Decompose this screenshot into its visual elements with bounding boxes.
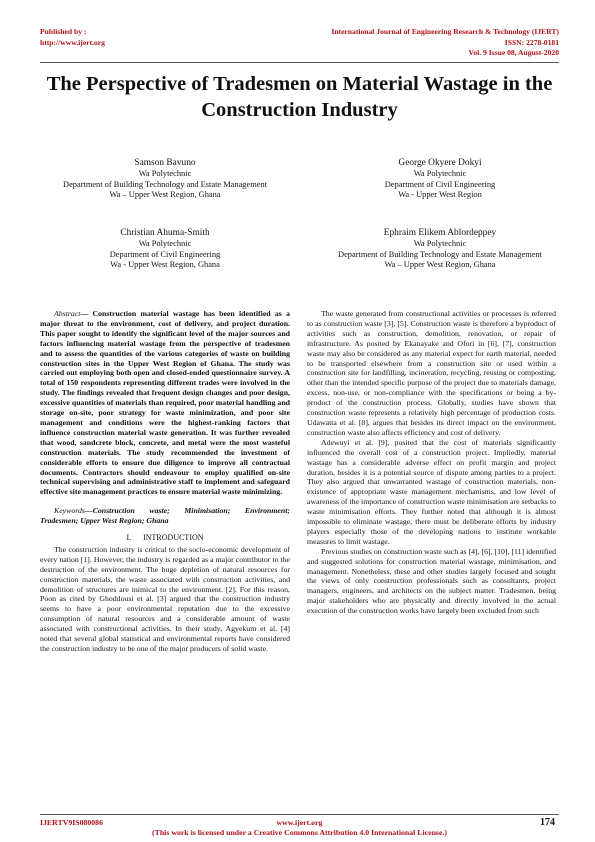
journal-name: International Journal of Engineering Research & Technology (IJERT) (331, 27, 559, 36)
author-institution: Wa Polytechnic (138, 239, 192, 248)
paper-title: The Perspective of Tradesmen on Material Wastage in the Construction Industry (46, 73, 553, 121)
body-paragraph: The construction industry is critical to the socio-economic development of every nation [1]. However, the industry is regarded as a major contributor to the destruction of the environment. The huge depletion of natural resources for construction materials, the waste associated with construction activities, and demolition of structures are inimical to the environment. [2]. For this reason, Poon as cited by Ghoddousi et al. [3] argued that the construction industry seems to have a poor environmental reputation due to the excessive consumption of natural resources and a considerable amount of waste associated with constructional activities. In their study, Agyekum et al. [4] noted that several global statistical and environmental reports have considered the construction industry to be one of the major producers of solid waste. (40, 544, 290, 653)
section-heading-introduction: I. INTRODUCTION (126, 533, 204, 543)
author-block-4 (320, 227, 560, 271)
author-department: Department of Civil Engineering (109, 249, 221, 259)
footer-url-link[interactable]: www.ijert.org (276, 818, 323, 827)
author-institution: Wa Polytechnic (138, 169, 192, 178)
published-by-label: Published by : (40, 27, 87, 36)
author-name: Samson Bavuno (134, 158, 196, 168)
author-name: Christian Ahuma-Smith (120, 228, 210, 238)
author-region: Wa – Upper West Region, Ghana (109, 190, 221, 200)
header-left (40, 27, 105, 48)
license-text: (This work is licensed under a Creative Commons Attribution 4.0 International License.) (152, 828, 447, 837)
header-divider (40, 62, 559, 63)
abstract-text: — Construction material wastage has been identified as a major threat to the environment, cost of delivery, and project duration. This paper sought to identify the significant level of the major sources and factors influencing material wastage from the perspective of tradesmen and to assess the quantities of the various categories of waste on building construction sites in the Upper West Region of Ghana. The study was carried out employing both open and closed-ended questionnaire survey. A total of 150 respondents representing different trades were involved in the study. The findings revealed that frequent design changes and poor design, excessive quantities of materials than required, poor material handling and storage on-site, poor strategy for waste minimization, and poor site management and conditions were the highest-ranking factors that influence construction material waste generation. It was further revealed that wood, sandcrete block, concrete, and metal were the most wasteful construction materials. The study recommended the investment of considerable efforts to ensure due diligence to improve all contractual documents. Contractors should endeavour to employ qualified on-site technical supervising and administrative staff to implement and safeguard effective site management practices to ensure material waste minimizing. (40, 309, 290, 497)
author-institution: Wa Polytechnic (413, 169, 467, 178)
footer-center (40, 818, 559, 838)
right-column (307, 309, 556, 616)
journal-url-link[interactable]: http://www.ijert.org (40, 37, 105, 47)
author-name: Ephraim Elikem Ablordeppey (383, 228, 497, 238)
author-region: Wa – Upper West Region, Ghana (384, 260, 496, 270)
header-right (331, 27, 559, 59)
author-institution: Wa Polytechnic (413, 239, 467, 248)
author-department: Department of Building Technology and Estate Management (63, 179, 267, 189)
abstract (40, 309, 290, 497)
keywords (40, 506, 290, 526)
body-paragraph: Previous studies on construction waste such as [4], [6], [10], [11] identified and suggested solutions for construction material wastage, minimisation, and management. Nonetheless, these and other studies largely focused and sought the views of only construction professionals such as consultants, project managers, engineers, and architects on the subject matter. Tradesmen, being major stakeholders who are physically and directly involved in the actual execution of the construction works have largely been excluded from such (307, 546, 556, 616)
author-block-3 (40, 227, 290, 271)
body-paragraph: Adewuyi et al. [9], posited that the cost of materials significantly influenced the overall cost of a construction project. Impliedly, material wastage has a considerable adverse effect on profit margin and project duration, besides it is a potential source of dispute among parties to a project. They also argued that unwarranted wastage of construction materials, non-existence of appropriate waste management mechanisms, and low level of awareness of the importance of construction waste minimisation are setbacks to waste minimisation efforts. They further noted that although it is almost impossible to eliminate wastage, there must be deliberate efforts by industry players especially those of the developing nations to institute workable measures to limit wastage. (307, 437, 556, 546)
volume-issue: Vol. 9 Issue 08, August-2020 (468, 48, 559, 57)
author-name: George Okyere Dokyi (398, 158, 482, 168)
paper-id: IJERTV9IS080086 (40, 818, 103, 827)
author-region: Wa - Upper West Region, Ghana (110, 260, 220, 270)
keywords-label: Keywords (54, 506, 85, 516)
left-column (40, 309, 290, 654)
body-paragraph: The waste generated from constructional activities or processes is referred to as construction waste [3], [5]. Construction waste is therefore a byproduct of activities such as construction, demolition, renovation, or repair of infrastructure. As posited by Ekanayake and Ofori in [6], [7], construction waste may also be considered as any material expect for earth material, needed to be transported elsewhere from a construction site or used within a construction site for landfilling, incineration, recycling, reusing or composting, other than the intended specific purpose of the project due to materials damage, excess, non-use, or non-compliance with the specifications or being a by-product of the construction process. Globally, studies have shown that construction waste represents a relatively high percentage of production costs. Udawatta et al. [8], argues that besides its direct impact on the environment, construction waste also affects efficiency and cost of delivery. (307, 309, 556, 437)
issn: ISSN: 2278-0181 (504, 37, 559, 47)
author-block-2 (320, 157, 560, 201)
author-region: Wa - Upper West Region (398, 190, 482, 200)
author-block-1 (40, 157, 290, 201)
keywords-text: —Construction waste; Minimisation; Environment; Tradesmen; Upper West Region; Ghana (40, 506, 290, 526)
abstract-label: Abstract (54, 309, 81, 318)
page-number: 174 (540, 817, 555, 828)
author-department: Department of Building Technology and Estate Management (338, 249, 542, 259)
author-department: Department of Civil Engineering (384, 179, 496, 189)
footer-divider (40, 814, 559, 815)
